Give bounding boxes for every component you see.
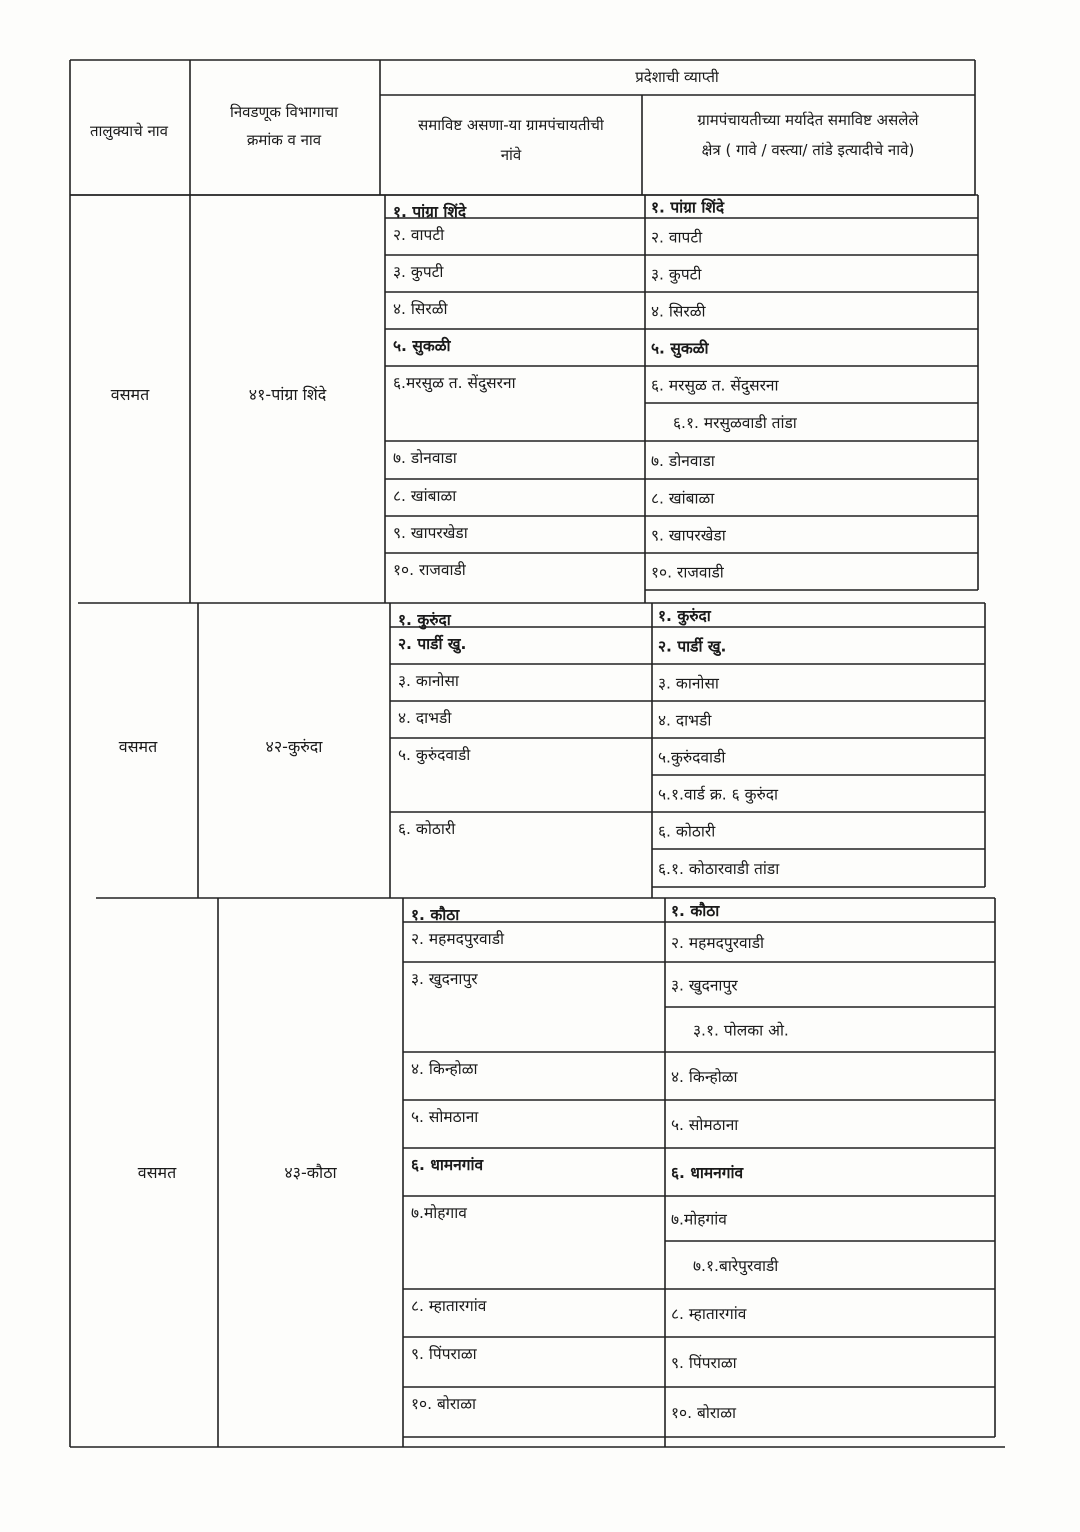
village-name: १०. राजवाडी — [651, 563, 724, 582]
panchayat-name: १. कुरुंदा — [398, 611, 451, 629]
village-name: ६.१. कोठारवाडी तांडा — [658, 860, 780, 878]
village-name: ३. कानोसा — [658, 674, 719, 693]
village-name: १०. बोराळा — [671, 1404, 736, 1422]
village-name: ६. धामनगांव — [671, 1164, 744, 1182]
division-name: ४१-पांग्रा शिंदे — [248, 385, 327, 404]
panchayat-name: २. महमदपुरवाडी — [411, 930, 504, 948]
taluka-name: वसमत — [118, 737, 158, 756]
village-name: ३. कुपटी — [651, 265, 702, 284]
header-division-line1: निवडणूक विभागाचा — [229, 103, 339, 121]
panchayat-name: ६. कोठारी — [398, 820, 456, 838]
panchayat-name: १०. बोराळा — [411, 1395, 476, 1413]
panchayat-name: १. पांग्रा शिंदे — [393, 203, 467, 221]
village-name: ६. कोठारी — [658, 822, 716, 841]
panchayat-name: ४. किन्होळा — [411, 1060, 478, 1078]
village-name: २. वापटी — [651, 228, 703, 247]
table-grid — [70, 60, 1005, 1447]
village-name: ५.कुरुंदवाडी — [658, 748, 726, 767]
division-name: ४३-कौठा — [284, 1163, 337, 1182]
village-name: ९. खापरखेडा — [651, 526, 726, 545]
panchayat-name: ५. कुरुंदवाडी — [398, 746, 471, 764]
village-name: ७.मोहगांव — [671, 1210, 727, 1229]
panchayat-name: ३. कानोसा — [398, 672, 459, 690]
header-taluka: तालुक्याचे नाव — [89, 122, 169, 140]
panchayat-name: ९. खापरखेडा — [393, 524, 468, 542]
village-name: १. कुरुंदा — [658, 607, 711, 625]
village-name: ५.१.वार्ड क्र. ६ कुरुंदा — [658, 785, 778, 804]
village-name: ४. सिरळी — [651, 302, 706, 321]
taluka-name: वसमत — [137, 1163, 177, 1182]
village-name: ६. मरसुळ त. सेंदुसरना — [651, 376, 779, 395]
panchayat-name: ७.मोहगाव — [411, 1204, 467, 1222]
village-name: ८. म्हातारगांव — [671, 1305, 747, 1323]
village-name: ७.१.बारेपुरवाडी — [693, 1257, 779, 1275]
panchayat-name: ३. कुपटी — [393, 263, 444, 281]
taluka-name: वसमत — [110, 385, 150, 404]
division-name: ४२-कुरुंदा — [265, 737, 323, 756]
table-text — [90, 68, 919, 1422]
header-area: प्रदेशाची व्याप्ती — [635, 68, 719, 86]
village-name: २. महमदपुरवाडी — [671, 934, 764, 952]
header-villages-line2: क्षेत्र ( गावे / वस्त्या/ तांडे इत्यादीचे नावे) — [701, 141, 915, 159]
village-name: ४. दाभडी — [658, 711, 712, 730]
village-name: ३.१. पोलका ओ. — [693, 1021, 789, 1040]
village-name: ७. डोनवाडा — [651, 452, 715, 470]
panchayat-name: ५. सोमठाना — [411, 1108, 479, 1126]
village-name: ९. पिंपराळा — [671, 1354, 737, 1372]
header-division-line2: क्रमांक व नाव — [246, 131, 322, 149]
header-panchayats-line1: समाविष्ट असणा-या ग्रामपंचायतीची — [418, 116, 604, 134]
panchayat-name: १. कौठा — [411, 906, 460, 924]
panchayat-name: ४. दाभडी — [398, 709, 452, 727]
village-name: २. पार्डी खु. — [658, 637, 727, 656]
village-name: ५. सोमठाना — [671, 1116, 739, 1134]
panchayat-name: २. पार्डी खु. — [398, 635, 467, 653]
header-villages-line1: ग्रामपंचायतीच्या मर्यादेत समाविष्ट असलेले — [697, 111, 919, 129]
panchayat-name: ८. खांबाळा — [393, 487, 457, 505]
village-name: ३. खुदनापुर — [671, 976, 738, 995]
panchayat-name: ७. डोनवाडा — [393, 449, 457, 467]
panchayat-name: २. वापटी — [393, 226, 445, 244]
panchayat-name: ८. म्हातारगांव — [411, 1297, 487, 1315]
village-name: ८. खांबाळा — [651, 489, 715, 508]
village-name: १. कौठा — [671, 902, 720, 920]
panchayat-name: ६. धामनगांव — [411, 1156, 484, 1174]
village-name: ५. सुकळी — [651, 339, 709, 358]
header-panchayats-line2: नांवे — [500, 146, 522, 164]
village-name: १. पांग्रा शिंदे — [651, 198, 725, 217]
village-name: ६.१. मरसुळवाडी तांडा — [673, 414, 797, 432]
panchayat-name: १०. राजवाडी — [393, 561, 466, 579]
panchayat-name: ६.मरसुळ त. सेंदुसरना — [393, 374, 516, 392]
panchayat-name: ५. सुकळी — [393, 337, 451, 355]
village-name: ४. किन्होळा — [671, 1068, 738, 1086]
panchayat-name: ९. पिंपराळा — [411, 1345, 477, 1363]
panchayat-name: ४. सिरळी — [393, 300, 448, 318]
panchayat-name: ३. खुदनापुर — [411, 970, 478, 988]
